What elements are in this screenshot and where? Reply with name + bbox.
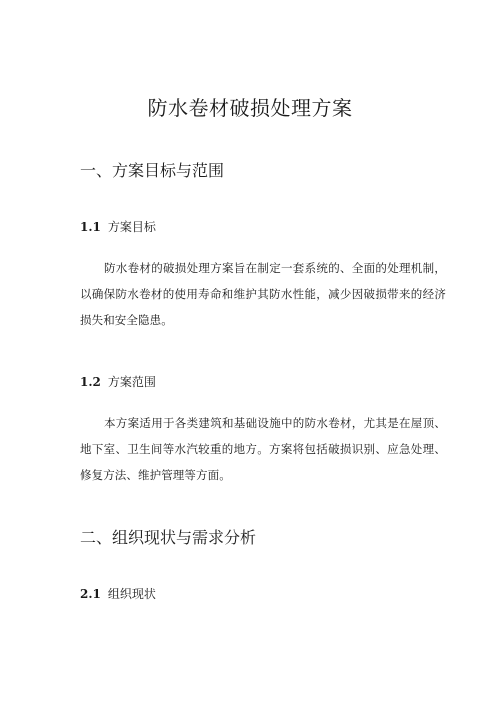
subsection-heading-1-2 xyxy=(80,373,156,390)
section-heading-2: 二、组织现状与需求分析 xyxy=(80,528,257,547)
subsection-number: 1.2 xyxy=(80,375,101,389)
subsection-number: 1.1 xyxy=(80,220,101,234)
subsection-title: 组织现状 xyxy=(107,587,156,601)
paragraph-1-2: 本方案适用于各类建筑和基础设施中的防水卷材，尤其是在屋顶、地下室、卫生间等水汽较重的地方。方案将包括破损识别、应急处理、修复方法、维护管理等方面。 xyxy=(80,416,446,482)
subsection-number: 2.1 xyxy=(80,587,101,601)
section-heading-1: 一、方案目标与范围 xyxy=(80,161,225,180)
subsection-title: 方案范围 xyxy=(107,375,156,389)
subsection-heading-2-1 xyxy=(80,585,156,602)
subsection-heading-1-1 xyxy=(80,218,156,235)
paragraph-1-1: 防水卷材的破损处理方案旨在制定一套系统的、全面的处理机制，以确保防水卷材的使用寿命和维护其防水性能，减少因破损带来的经济损失和安全隐患。 xyxy=(80,261,446,327)
document-title: 防水卷材破损处理方案 xyxy=(147,96,353,120)
subsection-title: 方案目标 xyxy=(107,220,156,234)
